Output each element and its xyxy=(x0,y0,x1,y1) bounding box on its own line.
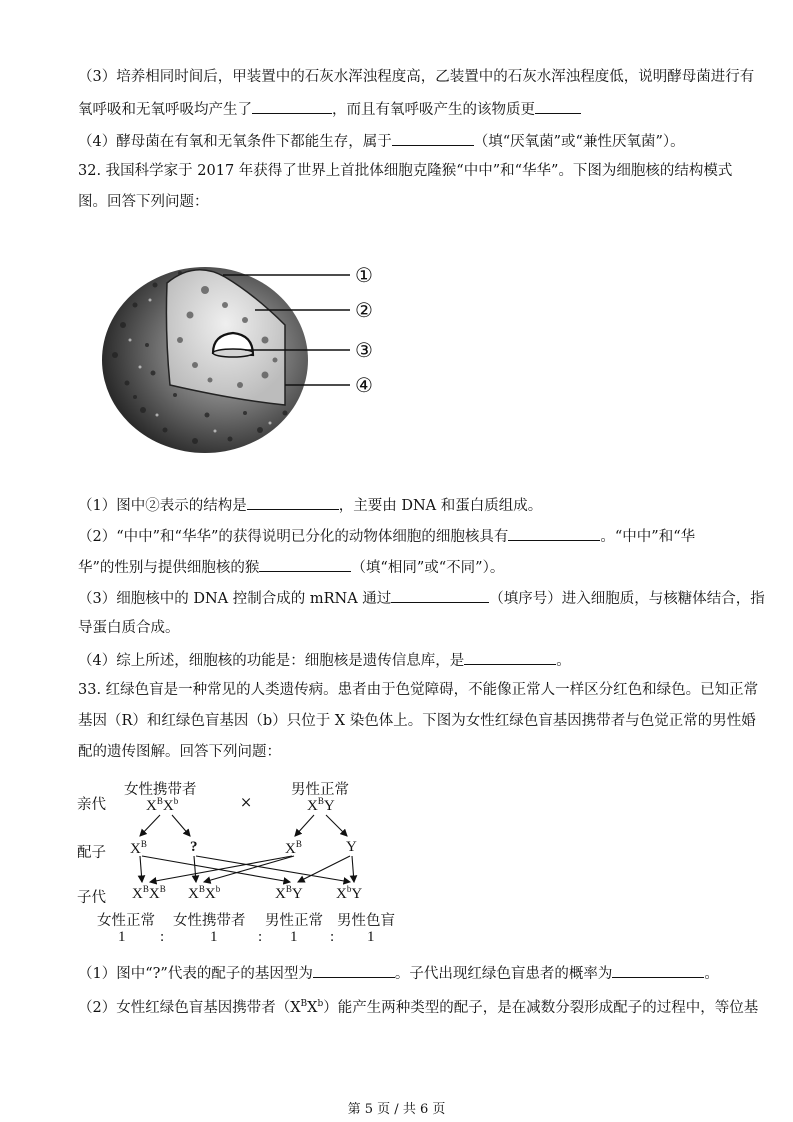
gamete-unknown: ? xyxy=(190,839,198,855)
male-parent-label: 男性正常 xyxy=(291,782,349,798)
q32-p2-text2: 。“中中”和“华 xyxy=(600,529,696,545)
q31-p3-text2: ，而且有氧呼吸产生的该物质更 xyxy=(332,102,535,118)
gamete-xb-male: $X^B$ xyxy=(285,839,302,857)
label-3: ③ xyxy=(355,338,373,362)
offspring-xby: $X^BY$ xyxy=(275,884,303,902)
label-4: ④ xyxy=(355,373,373,397)
q32-p2-text1: （2）“中中”和“华华”的获得说明已分化的动物体细胞的细胞核具有 xyxy=(78,529,509,545)
page-footer: 第 5 页 / 共 6 页 xyxy=(347,1102,446,1117)
row-label-gamete: 配子 xyxy=(77,845,106,861)
q32-p2-text4: （填“相同”或“不同”）。 xyxy=(351,560,505,576)
q33-p1-text3: 。 xyxy=(704,966,719,982)
ratio-sep-2: : xyxy=(258,929,263,945)
label-1: ① xyxy=(355,263,373,287)
q33-p2-sup1: B xyxy=(300,999,308,1009)
q32-p1-text2: ，主要由 DNA 和蛋白质组成。 xyxy=(338,498,543,514)
q33-p1-text1: （1）图中“?”代表的配子的基因型为 xyxy=(78,966,313,982)
ratio-4: 1 xyxy=(367,929,375,945)
q31-p4-text1: （4）酵母菌在有氧和无氧条件下都能生存，属于 xyxy=(78,134,392,150)
q32-p3-text1: （3）细胞核中的 DNA 控制合成的 mRNA 通过 xyxy=(78,591,392,607)
q32-p3-line2: 导蛋白质合成。 xyxy=(78,620,180,636)
row-label-offspring: 子代 xyxy=(77,890,106,906)
ratio-1: 1 xyxy=(118,929,126,945)
offspring-xbxb-carrier: $X^BX^b$ xyxy=(188,884,221,902)
ratio-2: 1 xyxy=(210,929,218,945)
q31-p3-line1: （3）培养相同时间后，甲装置中的石灰水浑浊程度高，乙装置中的石灰水浑浊程度低，说明酵母菌进行有 xyxy=(78,69,755,85)
q33-p1-line xyxy=(78,962,719,984)
q32-p4-text2: 。 xyxy=(556,653,571,669)
row-label-parent: 亲代 xyxy=(77,797,106,813)
q32-p2-text3: 华”的性别与提供细胞核的猴 xyxy=(78,560,260,576)
q33-p2-text2: ）能产生两种类型的配子，是在减数分裂形成配子的过程中，等位基 xyxy=(323,999,759,1016)
ratio-3: 1 xyxy=(290,929,298,945)
label-2: ② xyxy=(355,298,373,322)
q33-intro-line3: 配的遗传图解。回答下列问题： xyxy=(78,744,281,760)
q33-p2-line xyxy=(78,994,758,1018)
male-parent-genotype: $X^BY$ xyxy=(307,796,335,814)
q33-intro-line1: 33. 红绿色盲是一种常见的人类遗传病。患者由于色觉障碍，不能像正常人一样区分红色和绿色。已知正常 xyxy=(78,682,759,698)
q32-p1-text1: （1）图中②表示的结构是 xyxy=(78,498,247,514)
offspring-label-3: 男性正常 xyxy=(265,913,323,929)
answer-blank[interactable] xyxy=(313,962,395,978)
q33-intro-line2: 基因（R）和红绿色盲基因（b）只位于 X 染色体上。下图为女性红绿色盲基因携带者与色觉正常的男性婚 xyxy=(78,713,756,729)
offspring-label-4: 男性色盲 xyxy=(337,913,395,929)
q33-p2-sup2: b xyxy=(317,999,324,1009)
q33-p2-text1: （2）女性红绿色盲基因携带者（X xyxy=(78,999,301,1016)
gamete-y: Y xyxy=(346,839,357,855)
q32-p4-text1: （4）综上所述，细胞核的功能是：细胞核是遗传信息库，是 xyxy=(78,653,465,669)
q32-intro-line2: 图。回答下列问题： xyxy=(78,194,209,210)
cross-symbol: × xyxy=(240,795,253,811)
q32-p3-text2: （填序号）进入细胞质，与核糖体结合，指 xyxy=(489,591,765,607)
ratio-sep-1: : xyxy=(160,929,165,945)
offspring-xby-colorblind: $X^bY$ xyxy=(336,884,363,902)
offspring-label-2: 女性携带者 xyxy=(173,913,246,929)
female-parent-label: 女性携带者 xyxy=(124,782,197,798)
female-parent-genotype: $X^BX^b$ xyxy=(146,796,179,814)
offspring-label-1: 女性正常 xyxy=(97,913,155,929)
q33-p2-mid: X xyxy=(307,999,318,1016)
q32-intro-line1: 32. 我国科学家于 2017 年获得了世界上首批体细胞克隆猴“中中”和“华华”。下图为细胞核的结构模式 xyxy=(78,163,733,179)
ratio-sep-3: : xyxy=(330,929,335,945)
q33-p1-text2: 。子代出现红绿色盲患者的概率为 xyxy=(394,966,613,982)
q31-p4-text2: （填“厌氧菌”或“兼性厌氧菌”）。 xyxy=(473,134,685,150)
answer-blank[interactable] xyxy=(612,962,704,978)
offspring-xbxb: $X^BX^B$ xyxy=(132,884,166,902)
gamete-xb-female: $X^B$ xyxy=(130,839,147,857)
q31-p3-text1: 氧呼吸和无氧呼吸均产生了 xyxy=(78,102,252,118)
